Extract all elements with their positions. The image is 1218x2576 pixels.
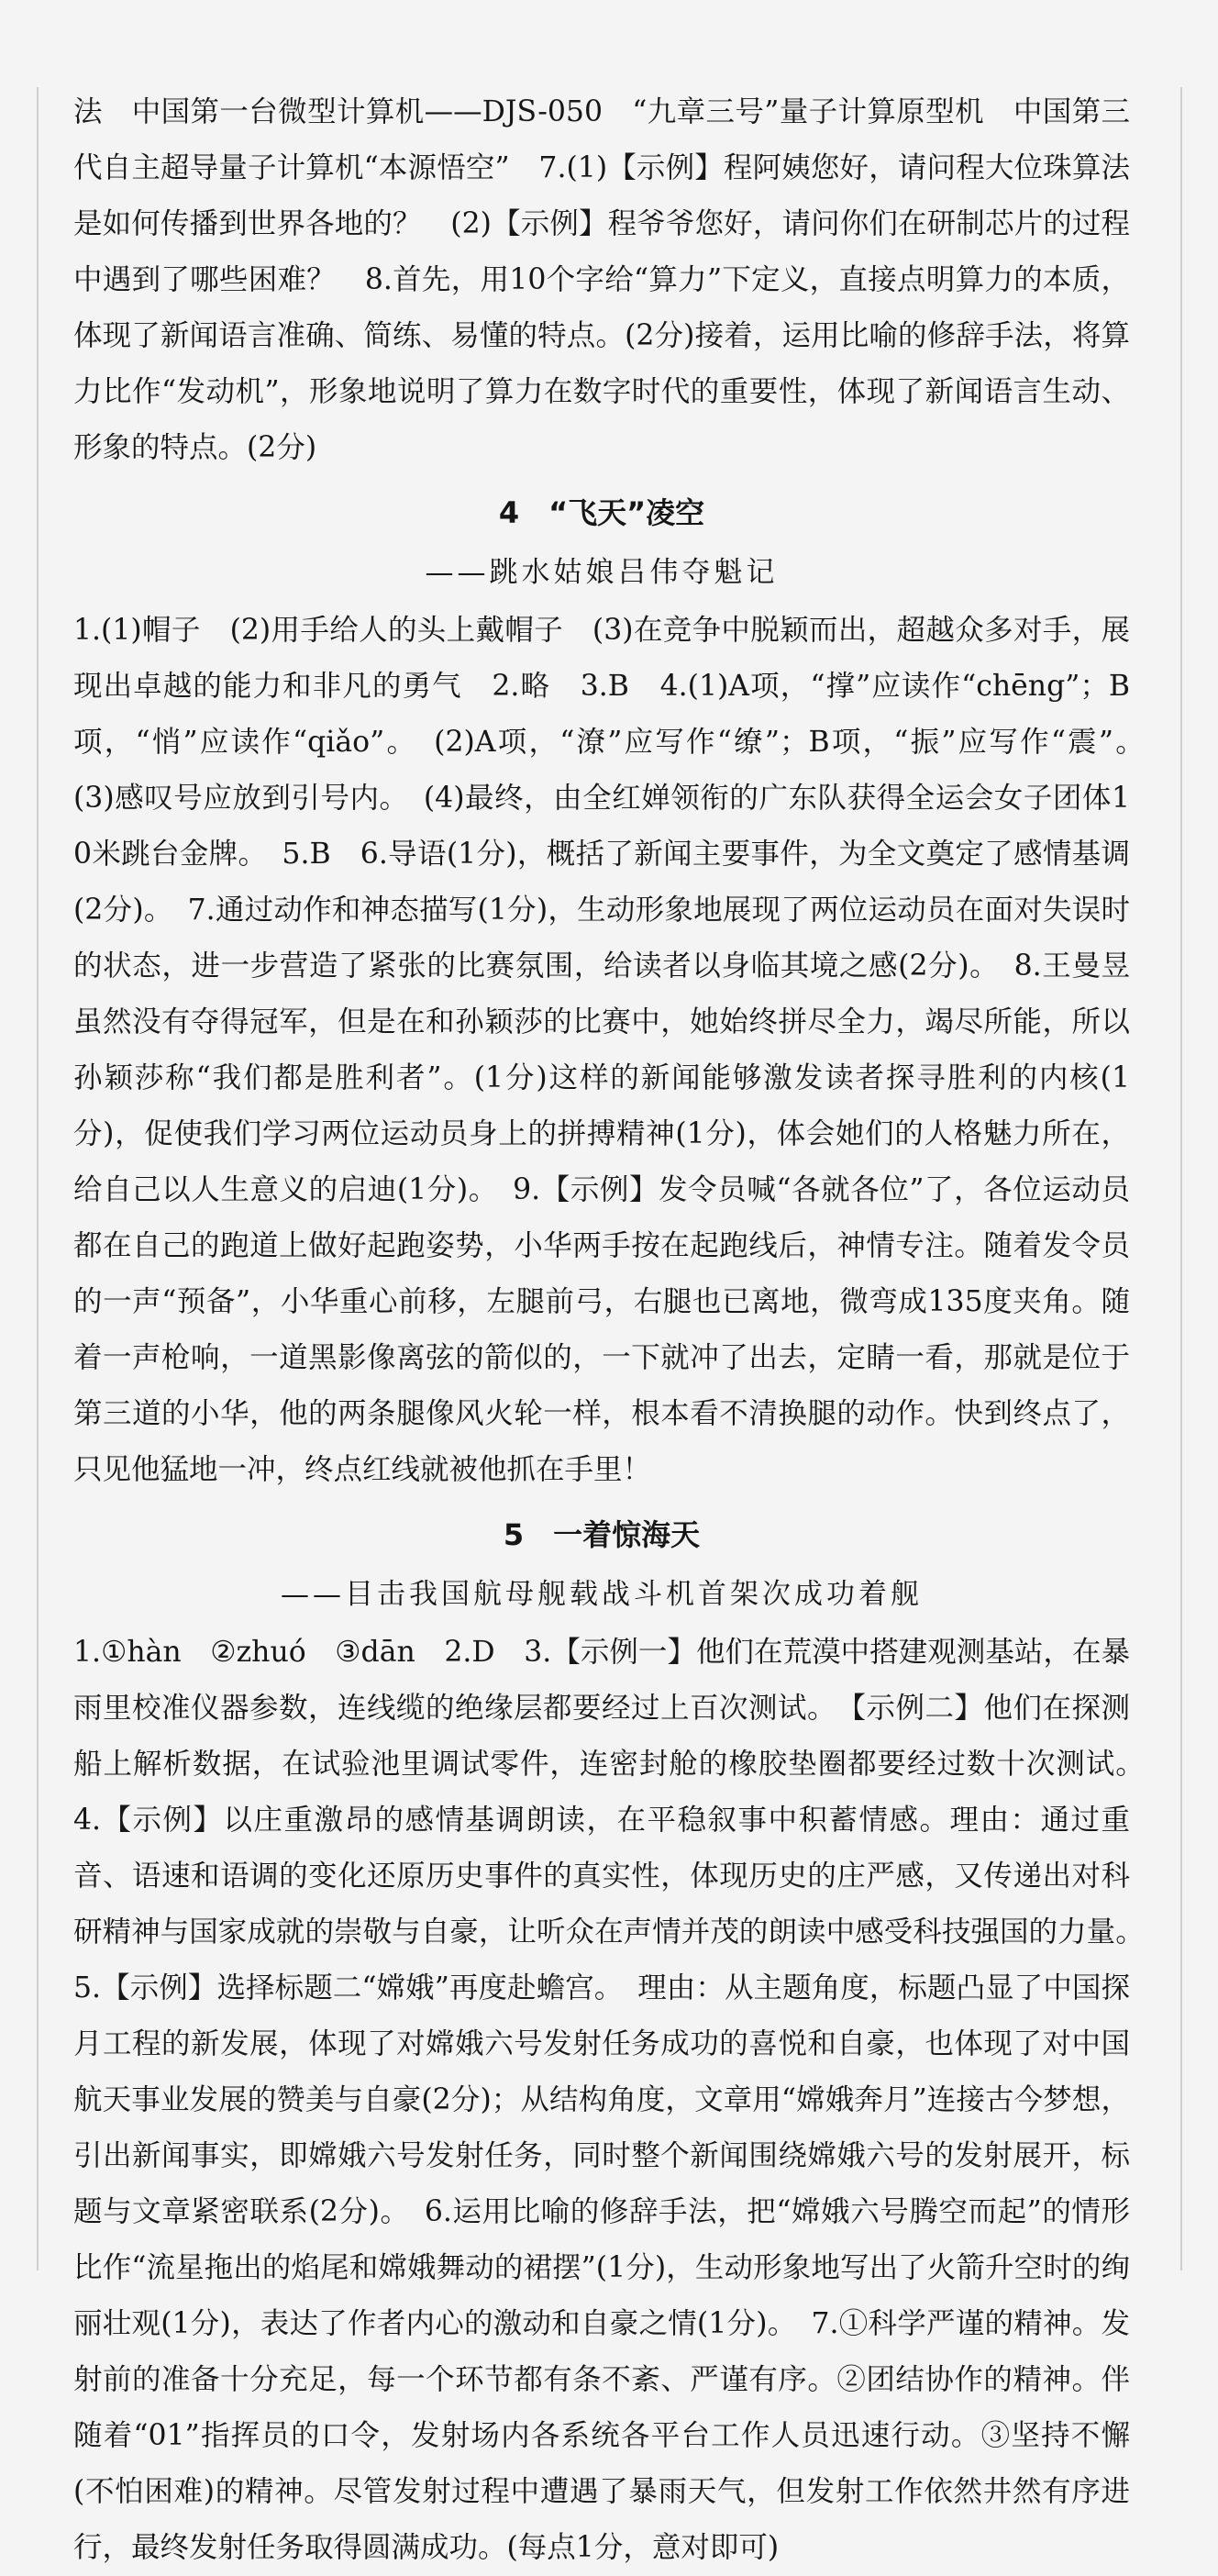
section-4-title: 4 “飞天”凌空 — [498, 495, 705, 530]
section-4-subtitle: ——跳水姑娘吕伟夺魁记 — [425, 556, 779, 589]
section-5-title: 5 一着惊海天 — [503, 1517, 701, 1552]
section-5-answers: 1.①hàn ②zhuó ③dān 2.D 3.【示例一】他们在荒漠中搭建观测基站，在暴雨里校准仪器参数，连线缆的绝缘层都要经过上百次测试。 【示例二】他们在探测船上解析数据，在试验池里调试零件，连密封舱的橡胶垫圈都要经过数十次测试。 4.【示例】以庄重激昂的感情基调朗读，在平稳叙事中积蓄情感。理由：通过重音、语速和语调的变化还原历史事件的真实性，体现历史的庄严感，又传递出对科研精神与国家成就的崇敬与自豪，让听众在声情并茂的朗读中感受科技强国的力量。 5.【示例】选择标题二“嫦娥”再度赴蟾宫。 理由：从主题角度，标题凸显了中国探月工程的新发展，体现了对嫦娥六号发射任务成功的喜悦和自豪，也体现了对中国航天事业发展的赞美与自豪(2分)；从结构角度，文章用“嫦娥奔月”连接古今梦想，引出新闻事实，即嫦娥六号发射任务，同时整个新闻围绕嫦娥六号的发射展开，标题与文章紧密联系(2分)。 6.运用比喻的修辞手法，把“嫦娥六号腾空而起”的情形比作“流星拖出的焰尾和嫦娥舞动的裙摆”(1分)，生动形象地写出了火箭升空时的绚丽壮观(1分)，表达了作者内心的激动和自豪之情(1分)。 7.①科学严谨的精神。发射前的准备十分充足，每一个环节都有条不紊、严谨有序。②团结协作的精神。伴随着“01”指挥员的口令，发射场内各系统各平台工作人员迅速行动。③坚持不懈(不怕困难)的精神。尽管发射过程中遭遇了暴雨天气，但发射工作依然井然有序进行，最终发射任务取得圆满成功。(每点1分，意对即可) — [73, 1636, 1159, 2564]
section-4-answers: 1.(1)帽子 (2)用手给人的头上戴帽子 (3)在竞争中脱颖而出，超越众多对手，展现出卓越的能力和非凡的勇气 2.略 3.B 4.(1)A项，“撑”应读作“chēng”；B项，“悄”应读作“qiǎo”。 (2)A项，“潦”应写作“缭”；B项，“振”应写作“震”。 (3)感叹号应放到引号内。 (4)最终，由全红婵领衔的广东队获得全运会女子团体10米跳台金牌。 5.B 6.导语(1分)，概括了新闻主要事件，为全文奠定了感情基调(2分)。 7.通过动作和神态描写(1分)，生动形象地展现了两位运动员在面对失误时的状态，进一步营造了紧张的比赛氛围，给读者以身临其境之感(2分)。 8.王曼昱虽然没有夺得冠军，但是在和孙颖莎的比赛中，她始终拼尽全力，竭尽所能，所以孙颖莎称“我们都是胜利者”。(1分)这样的新闻能够激发读者探寻胜利的内核(1分)，促使我们学习两位运动员身上的拼搏精神(1分)，体会她们的人格魅力所在，给自己以人生意义的启迪(1分)。 9.【示例】发令员喊“各就各位”了，各位运动员都在自己的跑道上做好起跑姿势，小华两手按在起跑线后，神情专注。随着发令员的一声“预备”，小华重心前移，左腿前弓，右腿也已离地，微弯成135度夹角。随着一声枪响，一道黑影像离弦的箭似的，一下就冲了出去，定睛一看，那就是位于第三道的小华，他的两条腿像风火轮一样，根本看不清换腿的动作。快到终点了，只见他猛地一冲，终点红线就被他抓在手里！ — [73, 614, 1159, 1486]
section-5-subtitle: ——目击我国航母舰载战斗机首架次成功着舰 — [281, 1578, 923, 1611]
answer-block-section3-end: 法 中国第一台微型计算机——DJS-050 “九章三号”量子计算原型机 中国第三代自主超导量子计算机“本源悟空” 7.(1)【示例】程阿姨您好，请问程大位珠算法是如何传播到世界各地的？ (2)【示例】程爷爷您好，请问你们在研制芯片的过程中遇到了哪些困难？ 8.首先，用10个字给“算力”下定义，直接点明算力的本质，体现了新闻语言准确、简练、易懂的特点。(2分)接着，运用比喻的修辞手法，将算力比作“发动机”，形象地说明了算力在数字时代的重要性，体现了新闻语言生动、形象的特点。(2分) — [73, 95, 1130, 464]
